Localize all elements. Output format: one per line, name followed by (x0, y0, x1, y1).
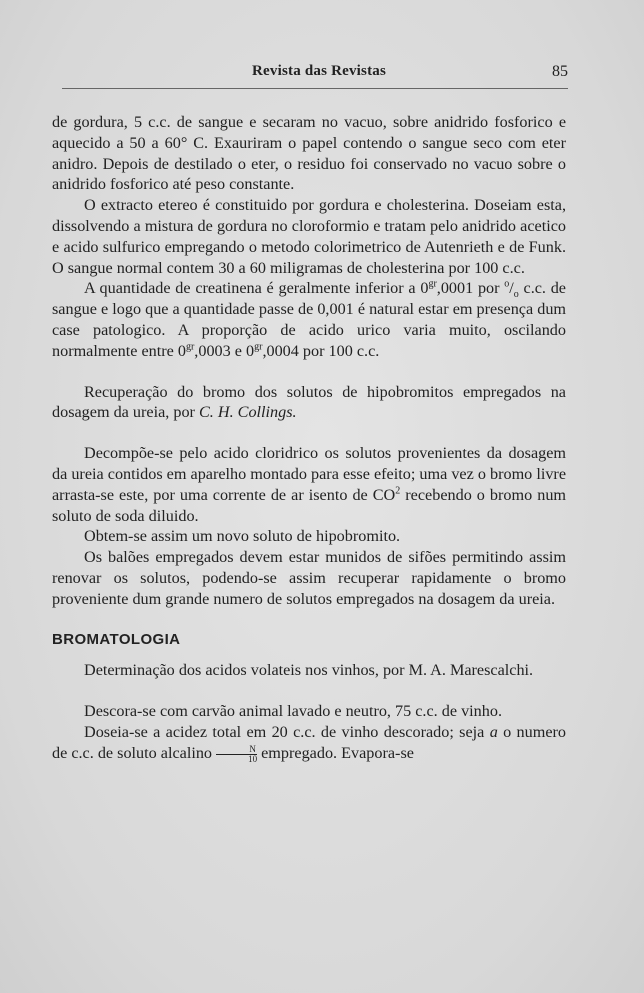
paragraph-descora: Descora-se com carvão animal lavado e neutro, 75 c.c. de vinho. (84, 702, 503, 721)
article-heading-vinhos: Determinação dos acidos volateis nos vinhos, por M. A. Marescalchi. (84, 661, 534, 680)
paragraph-creatinine: A quantidade de creatinena é geralmente inferior a $0^{gr},0001$ por $^o/_o$ c.c. de sangue e logo que a quantidade passe de 0,001 é natural estar em presença dum case patologico. A proporção de acido urico varia muito, oscilando normalmente entre $0^{gr},0003$ e $0^{gr},0004$ por 100 c.c. (52, 278, 566, 360)
paragraph-extract: O extracto etereo é constituido por gordura e cholesterina. Doseiam esta, dissolvendo a mistura de gordura no cloroformio e tratam pelo anidrido acetico e acido sulfurico empregando o metodo colorimetrico de Autenrieth e de Funk. O sangue normal contem 30 a 60 miligramas de cholesterina por 100 c.c. (52, 196, 566, 277)
header-rule (62, 88, 568, 89)
journal-title: Revista das Revistas (252, 63, 386, 79)
article-heading-bromo: Recuperação do bromo dos solutos de hipobromitos empregados na dosagem da ureia, por C. H. Collings. (52, 382, 566, 422)
paragraph-obtain: Obtem-se assim um novo soluto de hipobromito. (84, 527, 401, 546)
paragraph-baloes: Os balões empregados devem estar munidos de sifões permitindo assim renovar os solutos, podendo-se assim recuperar rapidamente o bromo proveniente dum grande numero de solutos empregados na dosagem da ureia. (52, 548, 566, 608)
page-number: 85 (552, 63, 568, 80)
article-author: C. H. Collings. (198, 403, 297, 422)
paragraph-doseia: Doseia-se a acidez total em 20 c.c. de vinho descorado; seja a o numero de c.c. de soluto alcalino $\frac{N}{10}$ empregado. Evapora-se (52, 722, 566, 764)
paragraph-decompose: Decompõe-se pelo acido cloridrico os solutos provenientes da dosagem da ureia contidos em aparelho montado para esse efeito; uma vez o bromo livre arrasta-se este, por uma corrente de ar isento de $CO^2$ recebendo o bromo num soluto de soda diluido. (52, 444, 567, 525)
section-heading: BROMATOLOGIA (52, 630, 181, 648)
paragraph-continued: de gordura, 5 c.c. de sangue e secaram no vacuo, sobre anidrido fosforico e aquecido a 50 a 60° C. Exauriram o papel contendo o sangue seco com eter anidro. Depois de destilado o eter, o residuo foi conservado no vacuo sobre o anidrido fosforico até peso constante. (52, 113, 566, 194)
page-body (52, 112, 566, 764)
fraction-normal: $\frac{N}{10}$ (216, 745, 257, 764)
